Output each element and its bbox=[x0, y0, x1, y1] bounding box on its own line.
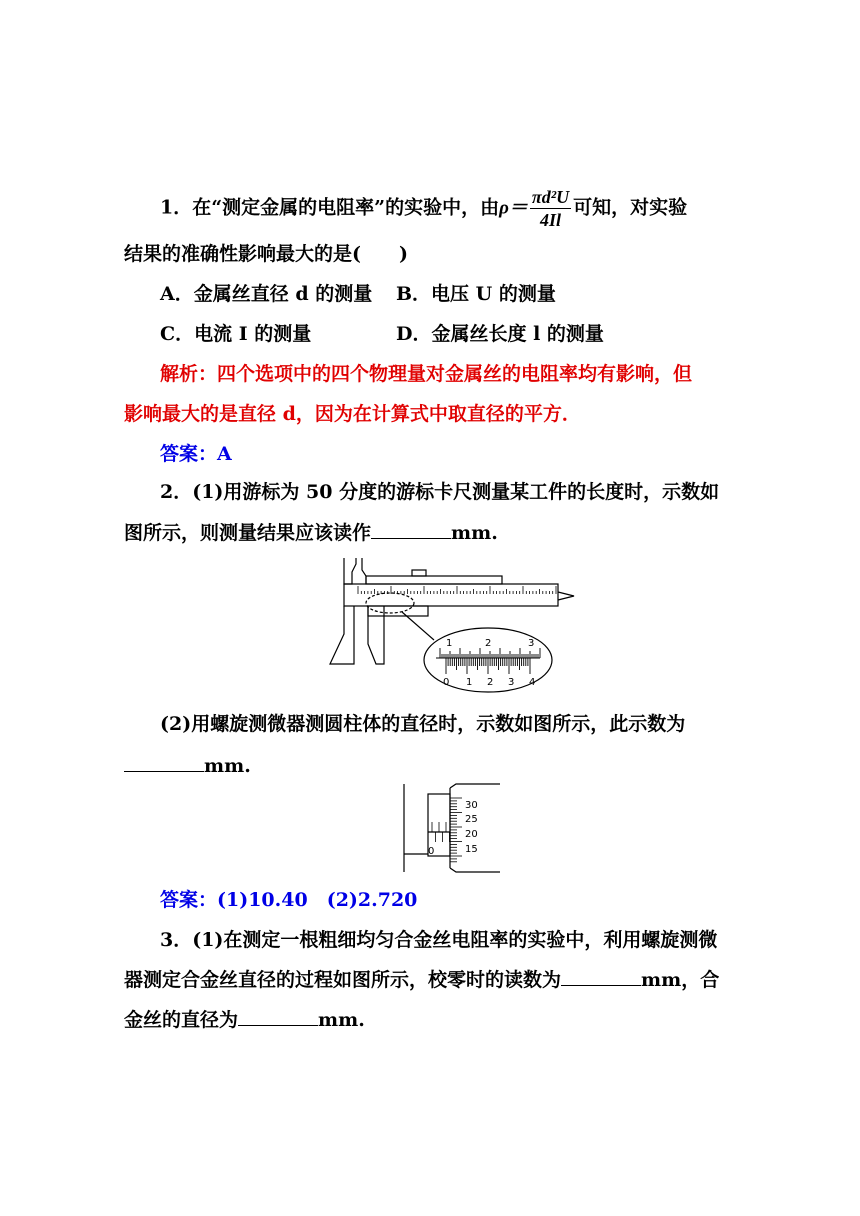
q1-text-post: 可知，对实验 bbox=[573, 196, 688, 219]
q1-text-pre: 1．在“测定金属的电阻率”的实验中，由 bbox=[160, 196, 500, 219]
q2-unit: mm. bbox=[451, 522, 498, 544]
lock-screw bbox=[412, 570, 426, 576]
answer-blank-4 bbox=[238, 1007, 318, 1026]
answer-label: 答案： bbox=[160, 443, 218, 465]
main-label-2: 2 bbox=[485, 638, 492, 649]
vernier-caliper-figure bbox=[318, 554, 578, 696]
slider-top bbox=[366, 576, 502, 584]
thimble-ticks bbox=[450, 798, 462, 862]
beam-scale-ticks bbox=[358, 586, 556, 594]
q1-analysis-line-2: 影响最大的是直径 d，因为在计算式中取直径的平方． bbox=[124, 403, 581, 425]
q2-part2-line-2 bbox=[124, 752, 744, 780]
q2-part2-unit: mm. bbox=[204, 755, 251, 777]
lower-jaw-fixed bbox=[330, 606, 354, 664]
upper-jaw-sliding bbox=[362, 558, 366, 584]
upper-jaw-fixed bbox=[344, 558, 356, 584]
vernier-label-0: 0 bbox=[443, 677, 450, 688]
formula-denominator: 4Il bbox=[540, 210, 562, 230]
micrometer-figure bbox=[398, 780, 502, 878]
answer-label-2: 答案： bbox=[160, 889, 218, 911]
answer-blank-3 bbox=[561, 967, 641, 986]
q1-line-1 bbox=[160, 186, 780, 231]
zoom-region-marker bbox=[366, 593, 414, 613]
main-label-3: 3 bbox=[528, 638, 535, 649]
q3-text-pre: 器测定合金丝直径的过程如图所示，校零时的读数为 bbox=[124, 969, 562, 991]
thimble-label-25: 25 bbox=[465, 814, 478, 825]
main-label-1: 1 bbox=[446, 638, 453, 649]
q3-line-2 bbox=[124, 966, 744, 994]
answer-value: A bbox=[217, 443, 232, 465]
q2-text-pre: 图所示，则测量结果应该读作 bbox=[124, 522, 372, 544]
answer-blank bbox=[371, 520, 451, 539]
option-a: A．金属丝直径 d 的测量 bbox=[160, 283, 373, 305]
thimble-label-30: 30 bbox=[465, 800, 478, 811]
vernier-label-1: 1 bbox=[466, 677, 473, 688]
main-beam bbox=[344, 584, 558, 606]
vernier-label-3: 3 bbox=[508, 677, 515, 688]
q3-line-3 bbox=[124, 1006, 744, 1034]
q1-answer bbox=[160, 440, 780, 468]
option-d: D．金属丝长度 l 的测量 bbox=[396, 323, 604, 345]
vernier-label-2: 2 bbox=[487, 677, 494, 688]
resistivity-formula bbox=[530, 186, 571, 231]
lower-jaw-sliding bbox=[368, 606, 384, 664]
q1-line-2: 结果的准确性影响最大的是( ) bbox=[124, 243, 408, 265]
vernier-label-4: 4 bbox=[529, 677, 536, 688]
answer-value-2: (1)10.40 (2)2.720 bbox=[217, 889, 418, 911]
q1-analysis-line-1 bbox=[160, 360, 780, 388]
analysis-text-1: 四个选项中的四个物理量对金属丝的电阻率均有影响，但 bbox=[217, 363, 693, 385]
sleeve-zero-label: 0 bbox=[428, 846, 435, 857]
q2-line-2 bbox=[124, 519, 744, 547]
q3-unit-2: mm. bbox=[318, 1009, 365, 1031]
thimble-label-15: 15 bbox=[465, 844, 478, 855]
thimble-label-20: 20 bbox=[465, 829, 478, 840]
zoom-main-scale bbox=[440, 648, 540, 658]
thimble-top bbox=[450, 784, 500, 788]
q3-unit-1: mm，合 bbox=[641, 969, 720, 991]
q3-text-3: 金丝的直径为 bbox=[124, 1009, 239, 1031]
option-b: B．电压 U 的测量 bbox=[396, 283, 556, 305]
q2-part2-line-1: (2)用螺旋测微器测圆柱体的直径时，示数如图所示，此示数为 bbox=[160, 713, 686, 735]
analysis-label: 解析： bbox=[160, 363, 218, 385]
formula-numerator: πd²U bbox=[531, 187, 570, 207]
option-c: C．电流 I 的测量 bbox=[160, 323, 312, 345]
thimble-bottom bbox=[450, 868, 500, 872]
zoom-vernier-scale bbox=[446, 658, 530, 674]
q2-line-1: 2．(1)用游标为 50 分度的游标卡尺测量某工件的长度时，示数如 bbox=[160, 481, 720, 503]
q2-answer bbox=[160, 886, 780, 914]
rho-symbol: ρ＝ bbox=[499, 197, 528, 219]
answer-blank-2 bbox=[124, 753, 204, 772]
depth-rod bbox=[558, 592, 574, 600]
q3-line-1: 3．(1)在测定一根粗细均匀合金丝电阻率的实验中，利用螺旋测微 bbox=[160, 929, 718, 951]
